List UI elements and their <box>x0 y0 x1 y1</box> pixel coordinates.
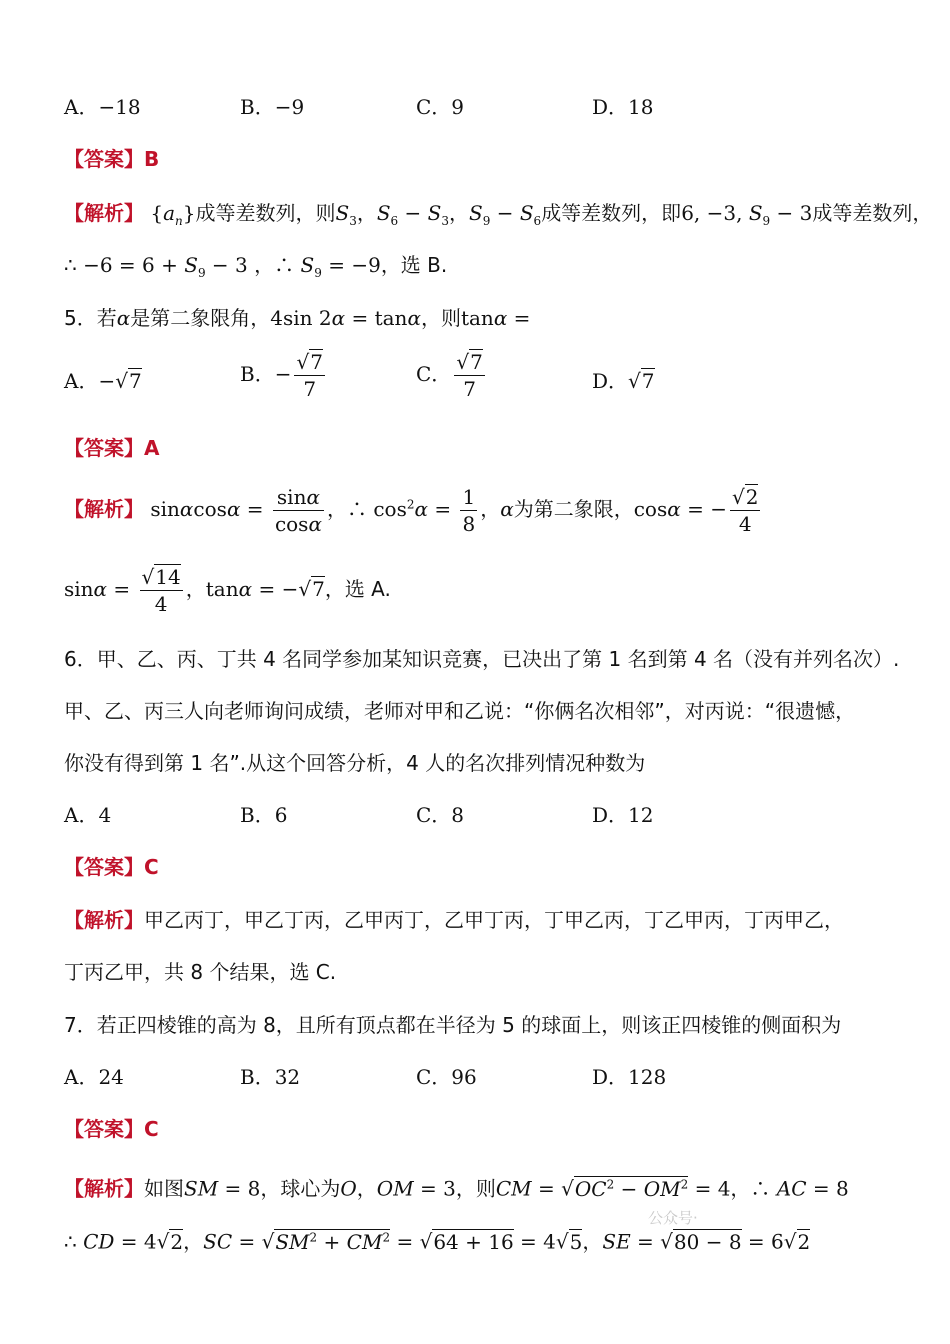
watermark: 公众号· <box>648 1209 698 1227</box>
option-d: D．18 <box>592 95 654 119</box>
q5-analysis-line2: sinα = $\frac{√14}{4}$ ，tanα = −√7，选 A. <box>64 565 391 616</box>
option-b: B．− $\frac{√7}{7}$ <box>240 350 323 401</box>
option-a: A．4 <box>64 803 112 827</box>
q5-stem: 5．若α是第二象限角，4sin 2α = tanα，则tanα = <box>64 306 531 330</box>
q6-stem-line2: 甲、乙、丙三人向老师询问成绩，老师对甲和乙说：“你俩名次相邻”，对丙说：“很遗憾， <box>64 699 856 723</box>
q7-analysis-line1: 【解析】如图SM = 8，球心为O，OM = 3，则CM = $√OC^2 - OM^2 = 4$，∴ AC = 8 <box>64 1176 849 1201</box>
q5-analysis-line1: 【解析】 sinαcosα = $\frac{\sin\alpha}{\cos\alpha}$ ，∴ $\cos^2\alpha$ = $\frac{1}{8}$ ，α为第二象限，cosα = − $\frac{√2}{4}$ <box>64 485 759 536</box>
option-c: C．96 <box>416 1065 477 1089</box>
q6-analysis-line1: 【解析】甲乙丙丁，甲乙丁丙，乙甲丙丁，乙甲丁丙，丁甲乙丙，丁乙甲丙，丁丙甲乙， <box>64 908 844 932</box>
q6-stem-line3: 你没有得到第 1 名”.从这个回答分析，4 人的名次排列情况种数为 <box>64 751 646 775</box>
q6-answer: 【答案】C <box>64 855 159 879</box>
option-b: B．32 <box>240 1065 301 1089</box>
option-c: C．9 <box>416 95 465 119</box>
q4-answer: 【答案】B <box>64 147 160 171</box>
option-a: A．24 <box>64 1065 124 1089</box>
q6-stem-line1: 6．甲、乙、丙、丁共 4 名同学参加某知识竞赛，已决出了第 1 名到第 4 名（没有并列名次）. <box>64 647 900 671</box>
q5-options <box>64 350 884 401</box>
option-c: C．8 <box>416 803 465 827</box>
option-b: B．−9 <box>240 95 305 119</box>
option-d: D．12 <box>592 803 654 827</box>
q7-answer: 【答案】C <box>64 1117 159 1141</box>
q7-stem: 7．若正四棱锥的高为 8，且所有顶点都在半径为 5 的球面上，则该正四棱锥的侧面积为 <box>64 1013 842 1037</box>
option-d: D．√7 <box>592 369 655 393</box>
q4-analysis-line2: ∴ $-6 = 6 + S_9 - 3$ ，∴ $S_9 = -9$，选 B. <box>64 253 448 280</box>
q4-analysis-line1: 【解析】 $\{a_n\}$成等差数列，则$S_3$，$S_6 - S_3$，$S_9 - S_6$成等差数列，即6, −3, $S_9 - 3$成等差数列， <box>64 201 933 228</box>
q6-options <box>64 800 884 830</box>
option-c: C． $\frac{√7}{7}$ <box>416 350 483 401</box>
q4-options <box>64 92 884 122</box>
q7-options <box>64 1062 884 1092</box>
option-b: B．6 <box>240 803 288 827</box>
option-a: A．−18 <box>64 95 141 119</box>
option-a: A．−√7 <box>64 369 142 393</box>
option-d: D．128 <box>592 1065 667 1089</box>
q6-analysis-line2: 丁丙乙甲，共 8 个结果，选 C. <box>64 960 337 984</box>
q5-answer: 【答案】A <box>64 436 160 460</box>
q7-analysis-line2: ∴ CD = 4√2，SC = $√SM^2 + CM^2 = √64 + 16 = 4√5$，SE = √80 − 8 = 6√2 <box>64 1229 811 1254</box>
